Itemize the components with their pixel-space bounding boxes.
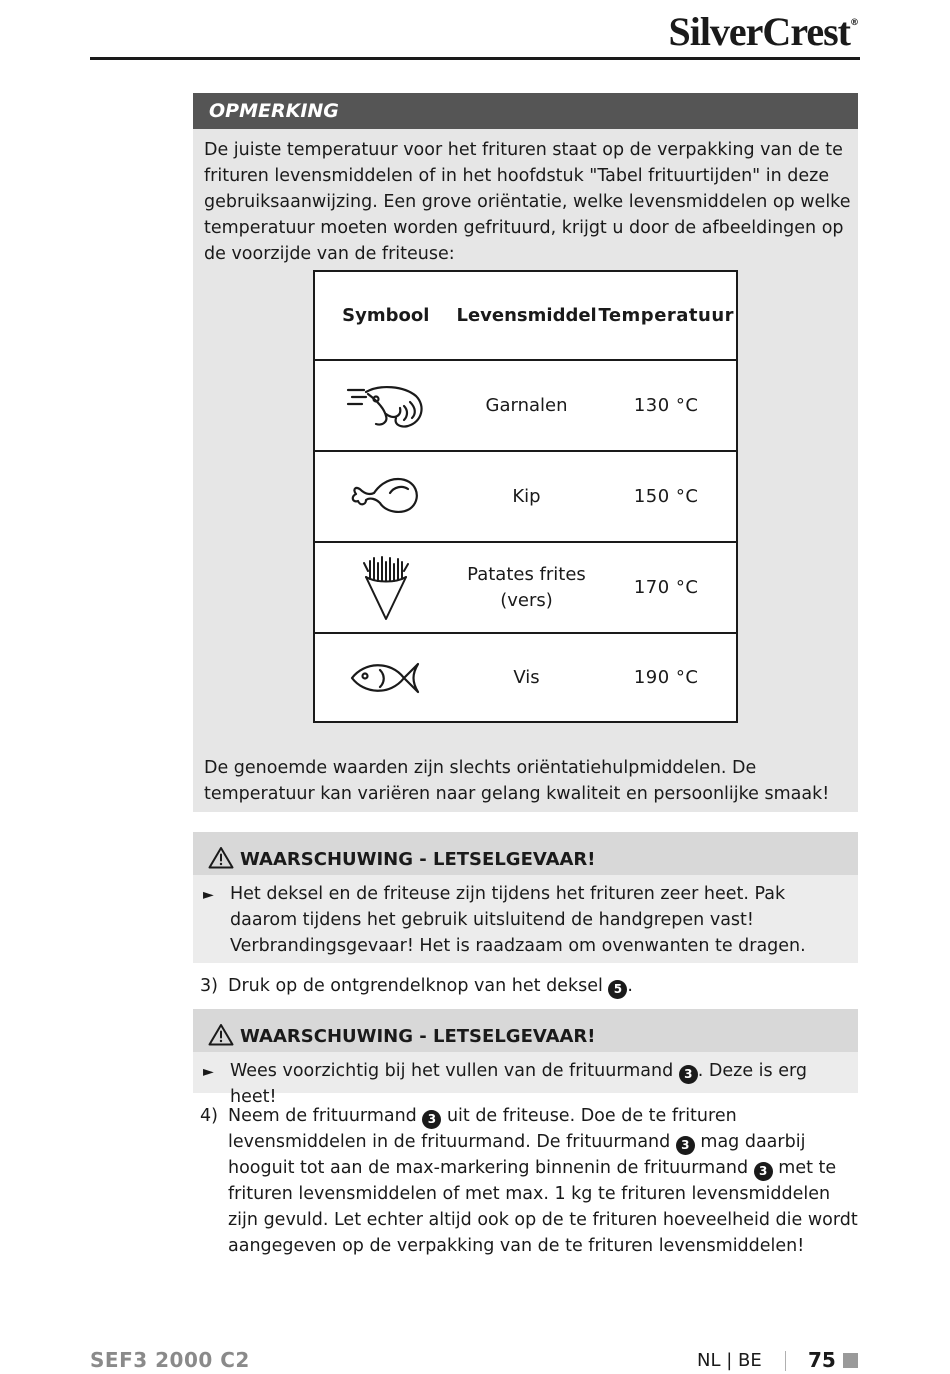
footer-square-icon bbox=[843, 1353, 858, 1368]
step-text: mag daarbij hooguit tot aan de max-markering binnenin de frituurmand bbox=[228, 1132, 806, 1178]
warning-title bbox=[193, 1009, 858, 1052]
part-ref-badge: 3 bbox=[754, 1162, 773, 1181]
note-box bbox=[193, 93, 858, 812]
part-ref-badge: 5 bbox=[608, 980, 627, 999]
warning-title-text: WAARSCHUWING - LETSELGEVAAR! bbox=[240, 849, 596, 870]
registered-mark: ® bbox=[850, 18, 858, 28]
french-fries-icon bbox=[362, 555, 410, 621]
warning-title-text: WAARSCHUWING - LETSELGEVAAR! bbox=[240, 1026, 596, 1047]
step-text-end: . bbox=[627, 976, 633, 996]
warning-item-text: Wees voorzichtig bij het vullen van de frituurmand bbox=[230, 1061, 674, 1081]
food-name: Kip bbox=[512, 485, 541, 507]
warning-box bbox=[193, 1009, 858, 1107]
food-temperature: 170 °C bbox=[633, 577, 699, 598]
note-title: OPMERKING bbox=[193, 93, 858, 129]
warning-title bbox=[193, 832, 858, 875]
shrimp-icon bbox=[346, 382, 426, 430]
step-3 bbox=[200, 973, 860, 999]
table-row bbox=[315, 632, 736, 721]
bullet-arrow-icon: ► bbox=[203, 887, 214, 903]
step-text: Druk op de ontgrendelknop van het deksel bbox=[228, 976, 603, 996]
part-ref-badge: 3 bbox=[679, 1065, 698, 1084]
footer-divider bbox=[785, 1351, 786, 1371]
table-row bbox=[315, 541, 736, 632]
food-temperature: 150 °C bbox=[633, 486, 699, 507]
part-ref-badge: 3 bbox=[676, 1136, 695, 1155]
step-number: 3) bbox=[200, 976, 218, 996]
header-rule bbox=[90, 57, 860, 60]
food-name: Patates frites (vers) bbox=[467, 563, 586, 611]
bullet-arrow-icon: ► bbox=[203, 1064, 214, 1080]
table-row bbox=[315, 359, 736, 450]
food-name: Garnalen bbox=[485, 394, 568, 416]
page-number: 75 bbox=[808, 1348, 836, 1372]
chicken-leg-icon bbox=[350, 473, 422, 521]
footer-model: SEF3 2000 C2 bbox=[90, 1348, 250, 1372]
step-text: uit de friteuse. Doe de te frituren levensmiddelen in de frituurmand. De frituurmand bbox=[228, 1106, 737, 1152]
food-temperature: 190 °C bbox=[633, 667, 699, 688]
warning-item bbox=[193, 875, 858, 963]
fish-icon bbox=[350, 660, 422, 696]
warning-item-text: Het deksel en de friteuse zijn tijdens het frituren zeer heet. Pak daarom tijdens het gebruik uitsluitend de handgrepen vast! Verbrandingsgevaar! Het is raadzaam om ovenwanten te dragen. bbox=[230, 884, 806, 956]
note-text-orientation: De genoemde waarden zijn slechts oriëntatiehulpmiddelen. De temperatuur kan variëren naar gelang kwaliteit en persoonlijke smaak! bbox=[204, 758, 830, 804]
header-food: Levensmiddel bbox=[456, 304, 597, 326]
footer-language: NL | BE bbox=[697, 1350, 762, 1371]
brand-name: SilverCrest bbox=[668, 9, 850, 54]
step-4 bbox=[200, 1103, 860, 1259]
food-name: Vis bbox=[513, 666, 540, 688]
header-symbol: Symbool bbox=[342, 305, 430, 326]
step-text: met te frituren levensmiddelen of met max. 1 kg te frituren levensmiddelen zijn gevuld. Let echter altijd ook op de te frituren hoeveelheid die wordt aangegeven op de verpakking van de te frituren levensmiddelen! bbox=[228, 1158, 858, 1256]
header-temperature: Temperatuur bbox=[598, 305, 735, 326]
warning-item-text-end: . Deze is erg heet! bbox=[230, 1061, 807, 1107]
step-number: 4) bbox=[200, 1106, 218, 1126]
part-ref-badge: 3 bbox=[422, 1110, 441, 1129]
step-text: Neem de frituurmand bbox=[228, 1106, 417, 1126]
table-header-row bbox=[315, 272, 736, 359]
warning-triangle-icon bbox=[208, 846, 234, 869]
brand-logo bbox=[668, 8, 858, 55]
food-temperature: 130 °C bbox=[633, 395, 699, 416]
warning-box bbox=[193, 832, 858, 963]
table-row bbox=[315, 450, 736, 541]
temperature-table bbox=[313, 270, 738, 723]
warning-triangle-icon bbox=[208, 1023, 234, 1046]
note-text: De juiste temperatuur voor het frituren staat op de verpakking van de te frituren levensmiddelen of in het hoofdstuk "Tabel frituurtijden" in deze gebruiksaanwijzing. Een grove oriëntatie, welke levensmiddelen op welke temperatuur moeten worden gefrituurd, krijgt u door de afbeeldingen op de voorzijde van de friteuse: bbox=[204, 140, 851, 264]
